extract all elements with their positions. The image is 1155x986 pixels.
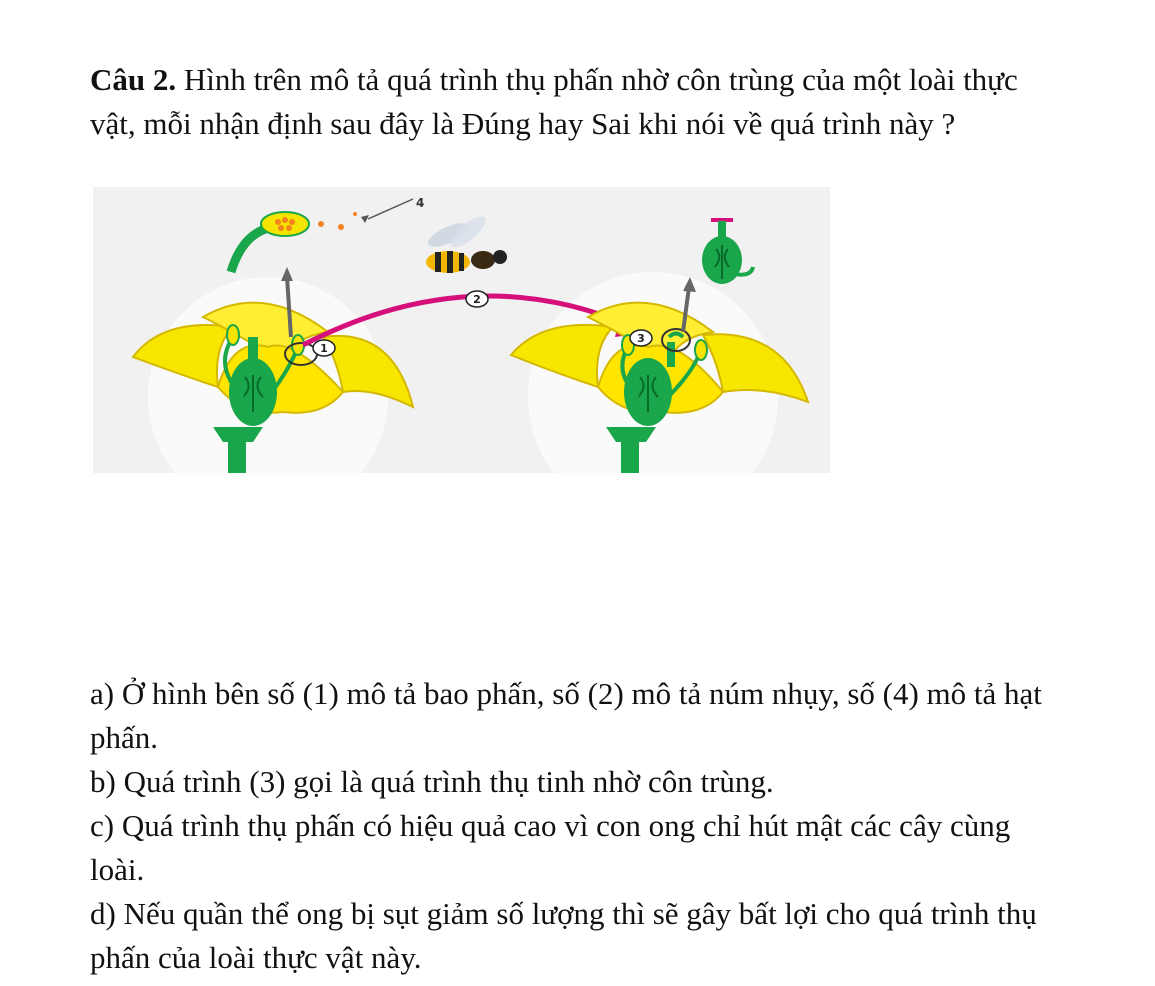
pollination-diagram (93, 187, 830, 473)
question-stem: Hình trên mô tả quá trình thụ phấn nhờ côn trùng của một loài thực vật, mỗi nhận định sau đây là Đúng hay Sai khi nói về quá trình này ? (90, 62, 1018, 141)
bee (425, 212, 507, 273)
label-2-text: 2 (473, 293, 481, 306)
label-3 (630, 330, 652, 346)
magnified-pistil (702, 220, 753, 284)
label-3-text: 3 (637, 332, 645, 345)
question-block (90, 58, 1040, 146)
statement-c: c) Quá trình thụ phấn có hiệu quả cao vì con ong chỉ hút mật các cây cùng loài. (90, 808, 1011, 887)
statement-d: d) Nếu quần thể ong bị sụt giảm số lượng thì sẽ gây bất lợi cho quá trình thụ phấn của loài thực vật này. (90, 896, 1037, 975)
zoom-arrowhead-left (281, 267, 293, 281)
question-number: Câu 2. (90, 62, 177, 97)
magnified-anther (231, 212, 357, 272)
statements-list (90, 672, 1070, 980)
label-2 (466, 291, 488, 307)
pollination-figure (93, 187, 830, 473)
label-4: 4 (416, 196, 425, 210)
statement-b: b) Quá trình (3) gọi là quá trình thụ tinh nhờ côn trùng. (90, 764, 774, 799)
label-1 (313, 340, 335, 356)
label-1-text: 1 (320, 342, 328, 355)
label-4-arrowhead (361, 215, 369, 223)
label-4-pointer (368, 199, 413, 219)
statement-a: a) Ở hình bên số (1) mô tả bao phấn, số (2) mô tả núm nhụy, số (4) mô tả hạt phấn. (90, 676, 1042, 755)
